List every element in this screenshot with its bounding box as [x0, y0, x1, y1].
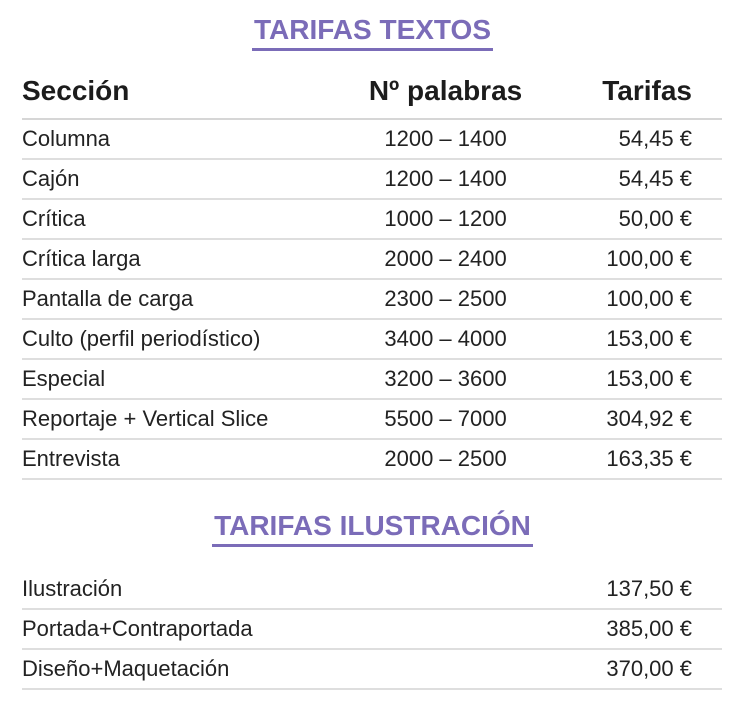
row-palabras: 3400 – 4000 [350, 319, 540, 359]
row-tarifa: 153,00 € [541, 319, 722, 359]
table-row [22, 199, 722, 239]
row-palabras: 1200 – 1400 [350, 159, 540, 199]
row-seccion: Reportaje + Vertical Slice [22, 399, 350, 439]
table-row [22, 399, 722, 439]
row-seccion: Culto (perfil periodístico) [22, 319, 350, 359]
textos-section-title [0, 14, 745, 51]
row-palabras: 1200 – 1400 [350, 119, 540, 159]
ilustracion-rates-table [22, 570, 722, 690]
table-row [22, 279, 722, 319]
row-empty [353, 570, 537, 609]
row-palabras: 2000 – 2500 [350, 439, 540, 479]
table-row [22, 119, 722, 159]
row-tarifa: 137,50 € [538, 570, 722, 609]
row-tarifa: 153,00 € [541, 359, 722, 399]
row-seccion: Crítica larga [22, 239, 350, 279]
row-palabras: 5500 – 7000 [350, 399, 540, 439]
textos-title-text: TARIFAS TEXTOS [252, 14, 493, 51]
row-tarifa: 100,00 € [541, 279, 722, 319]
table-row [22, 570, 722, 609]
row-tarifa: 385,00 € [538, 609, 722, 649]
header-palabras: Nº palabras [350, 64, 540, 119]
row-tarifa: 163,35 € [541, 439, 722, 479]
table-row [22, 439, 722, 479]
row-tarifa: 54,45 € [541, 119, 722, 159]
row-seccion: Pantalla de carga [22, 279, 350, 319]
row-tarifa: 50,00 € [541, 199, 722, 239]
table-row [22, 649, 722, 689]
row-empty [353, 609, 537, 649]
textos-rates-table [22, 64, 722, 480]
table-row [22, 239, 722, 279]
row-tarifa: 304,92 € [541, 399, 722, 439]
row-seccion: Diseño+Maquetación [22, 649, 353, 689]
row-tarifa: 54,45 € [541, 159, 722, 199]
table-row [22, 359, 722, 399]
row-palabras: 1000 – 1200 [350, 199, 540, 239]
table-row [22, 319, 722, 359]
ilustracion-section-title [0, 510, 745, 547]
row-tarifa: 370,00 € [538, 649, 722, 689]
row-seccion: Ilustración [22, 570, 353, 609]
row-seccion: Portada+Contraportada [22, 609, 353, 649]
header-seccion: Sección [22, 64, 350, 119]
table-row [22, 609, 722, 649]
row-tarifa: 100,00 € [541, 239, 722, 279]
row-seccion: Especial [22, 359, 350, 399]
row-empty [353, 649, 537, 689]
table-row [22, 159, 722, 199]
row-seccion: Cajón [22, 159, 350, 199]
table-header-row [22, 64, 722, 119]
ilustracion-title-text: TARIFAS ILUSTRACIÓN [212, 510, 533, 547]
row-palabras: 2000 – 2400 [350, 239, 540, 279]
header-tarifas: Tarifas [541, 64, 722, 119]
row-seccion: Columna [22, 119, 350, 159]
row-palabras: 3200 – 3600 [350, 359, 540, 399]
row-seccion: Entrevista [22, 439, 350, 479]
row-palabras: 2300 – 2500 [350, 279, 540, 319]
row-seccion: Crítica [22, 199, 350, 239]
